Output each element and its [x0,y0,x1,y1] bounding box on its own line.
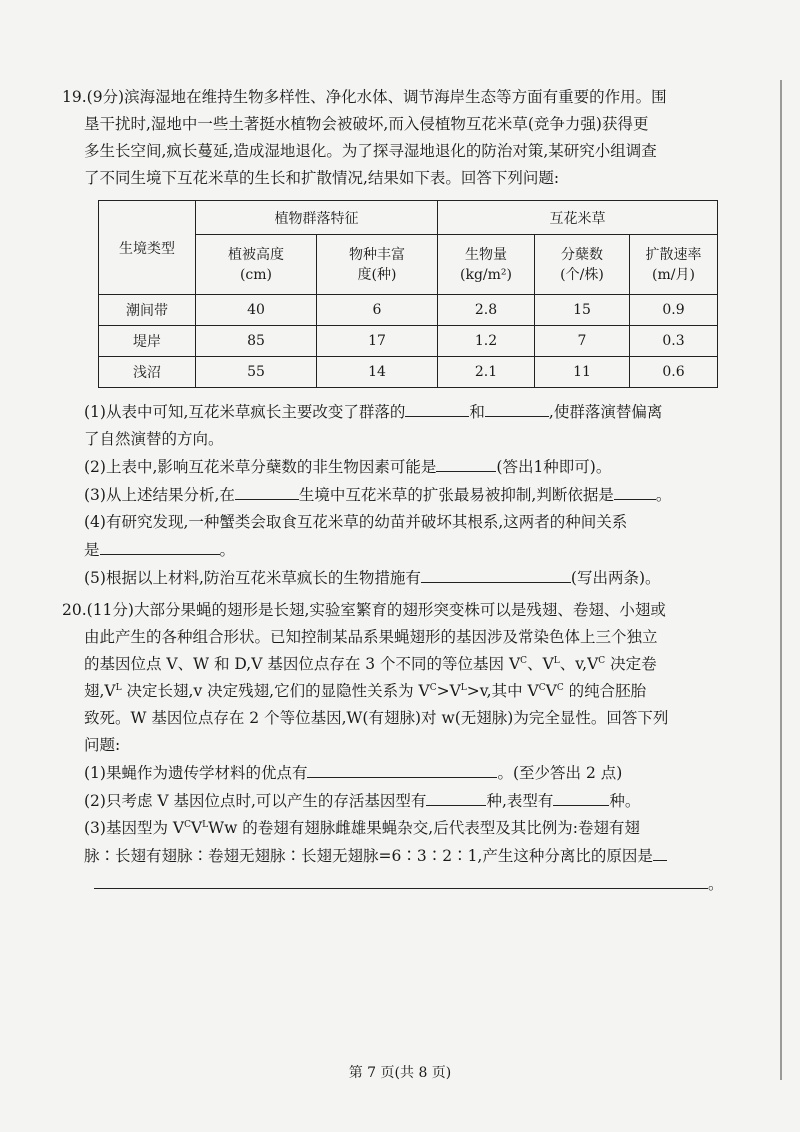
answer-blank[interactable] [614,481,656,500]
header-unit: 度(种) [357,266,397,283]
q20-line: 由此产生的各种组合形状。已知控制某品系果蝇翅形的基因涉及常染色体上三个独立 [84,628,658,646]
table-row [99,357,718,388]
superscript: L [460,682,467,693]
answer-blank[interactable] [235,481,299,500]
superscript: L [115,682,122,693]
text: 种。 [609,792,641,810]
header-spartina: 互花米草 [438,201,718,235]
q20-line: 致死。W 基因位点存在 2 个等位基因,W(有翅脉)对 w(无翅脉)为完全显性。回答下列 [84,709,669,727]
cell-value: 1.2 [438,326,535,357]
cell-value: 11 [535,357,630,388]
cell-value: 15 [535,295,630,326]
text: 的基因位点 V、W 和 D,V 基因位点存在 3 个不同的等位基因 V [84,655,521,673]
cell-value: 40 [196,295,317,326]
q19-sub1-cont: 了自然演替的方向。 [84,430,224,448]
header-biomass [438,235,535,295]
habitat-data-table [98,200,718,388]
q19-intro-line: 19.(9分)滨海湿地在维持生物多样性、净化水体、调节海岸生态等方面有重要的作用。围 [62,88,667,106]
page-edge-line [780,80,782,1080]
text: 是 [84,541,100,559]
q19-intro-line: 多生长空间,疯长蔓延,造成湿地退化。为了探寻湿地退化的防治对策,某研究小组调查 [84,142,657,160]
superscript: C [556,682,564,693]
answer-blank[interactable] [307,759,497,778]
text: (1)从表中可知,互花米草疯长主要改变了群落的 [84,403,406,421]
cell-habitat: 潮间带 [99,295,196,326]
text: (写出两条)。 [570,569,661,587]
answer-blank[interactable] [94,870,708,889]
q19-sub4: (4)有研究发现,一种蟹类会取食互花米草的幼苗并破坏其根系,这两者的种间关系 [84,513,628,531]
header-tiller-count [535,235,630,295]
text: 、V [527,655,554,673]
q19-sub1 [62,398,734,426]
q20-sub3 [62,815,734,842]
q20-sub2 [62,787,734,815]
text: (3)基因型为 V [84,819,185,837]
text: V [190,819,203,837]
cell-habitat: 浅沼 [99,357,196,388]
text: 。(至少答出 2 点) [497,764,623,782]
header-label: 生物量 [465,246,507,263]
text: (答出1种即可)。 [496,458,612,476]
superscript: C [429,682,437,693]
text: 种,表型有 [486,792,554,810]
superscript: L [553,655,560,666]
q20-sub3-answer-line [72,870,734,898]
cell-value: 0.3 [630,326,718,357]
superscript: C [538,682,546,693]
text: 和 [469,403,485,421]
text: >V [436,682,461,700]
cell-value: 7 [535,326,630,357]
cell-value: 2.8 [438,295,535,326]
text: 。 [708,875,724,893]
q19-intro-line: 垦干扰时,湿地中一些土著挺水植物会被破坏,而入侵植物互花米草(竞争力强)获得更 [84,115,649,133]
header-label: 物种丰富 [349,246,405,263]
q19-sub5 [62,564,734,592]
q20-line [62,651,734,678]
answer-blank[interactable] [553,787,609,806]
text: 生境中互花米草的扩张最易被抑制,判断依据是 [298,486,614,504]
q19-intro [62,84,734,192]
q20-line: 20.(11分)大部分果蝇的翅形是长翅,实验室繁育的翅形突变株可以是残翅、卷翅、小翅或 [62,601,666,619]
table-row [99,295,718,326]
text: (3)从上述结果分析,在 [84,486,235,504]
answer-blank[interactable] [653,842,667,861]
cell-value: 6 [317,295,438,326]
text: >v,其中 V [466,682,539,700]
cell-value: 14 [317,357,438,388]
text: 决定卷 [605,655,657,673]
cell-value: 55 [196,357,317,388]
cell-value: 85 [196,326,317,357]
text: 。 [655,486,672,504]
answer-blank[interactable] [405,398,469,417]
q19-sub4-cont [62,536,734,564]
q20-line [62,678,734,705]
header-label: 扩散速率 [645,246,702,263]
superscript: C [184,819,191,830]
q19-intro-line: 了不同生境下互花米草的生长和扩散情况,结果如下表。回答下列问题: [84,169,560,187]
cell-value: 0.6 [630,357,718,388]
text: 、v,V [559,655,599,673]
header-species-richness [317,235,438,295]
q19-subquestions [62,398,734,592]
header-spread-rate [630,235,718,295]
text: 翅,V [84,682,116,700]
text: 。 [219,541,236,559]
cell-value: 17 [317,326,438,357]
text: (2)只考虑 V 基因位点时,可以产生的存活基因型有 [84,792,427,810]
q20-line: 问题: [84,736,121,754]
text: (1)果蝇作为遗传学材料的优点有 [84,764,308,782]
page-footer: 第 7 页(共 8 页) [348,1065,452,1081]
cell-habitat: 堤岸 [99,326,196,357]
text: Ww 的卷翅有翅脉雌雄果蝇杂交,后代表型及其比例为:卷翅有翅 [208,819,640,837]
header-label: 植被高度 [228,246,284,263]
header-unit: (个/株) [560,266,604,283]
answer-blank[interactable] [436,453,496,472]
q19-sub2 [62,453,734,481]
header-plant-community: 植物群落特征 [196,201,438,235]
text: (2)上表中,影响互花米草分蘖数的非生物因素可能是 [84,458,437,476]
table-row [99,326,718,357]
header-label: 分蘖数 [561,246,603,263]
cell-value: 0.9 [630,295,718,326]
text: 脉∶长翅有翅脉∶卷翅无翅脉∶长翅无翅脉=6∶3∶2∶1,产生这种分离比的原因是 [84,847,653,865]
header-habitat-type: 生境类型 [99,201,196,295]
text: V [545,682,557,700]
q20-sub3-cont [62,842,734,870]
answer-blank[interactable] [100,536,220,555]
header-unit: (cm) [239,266,273,283]
header-unit: (kg/m²) [460,266,512,283]
text: (5)根据以上材料,防治互花米草疯长的生物措施有 [84,569,421,587]
header-unit: (m/月) [652,266,695,283]
text: 的纯合胚胎 [563,682,647,700]
q20-sub1 [62,759,734,787]
cell-value: 2.1 [438,357,535,388]
superscript: C [520,655,528,666]
superscript: L [202,819,209,830]
q20 [62,597,734,898]
answer-blank[interactable] [426,787,486,806]
answer-blank[interactable] [485,398,549,417]
text: 决定长翅,v 决定残翅,它们的显隐性关系为 V [121,682,430,700]
q19-sub3 [62,481,734,509]
text: ,使群落演替偏离 [548,403,663,421]
superscript: C [598,655,606,666]
answer-blank[interactable] [421,564,571,583]
header-plant-height [196,235,317,295]
